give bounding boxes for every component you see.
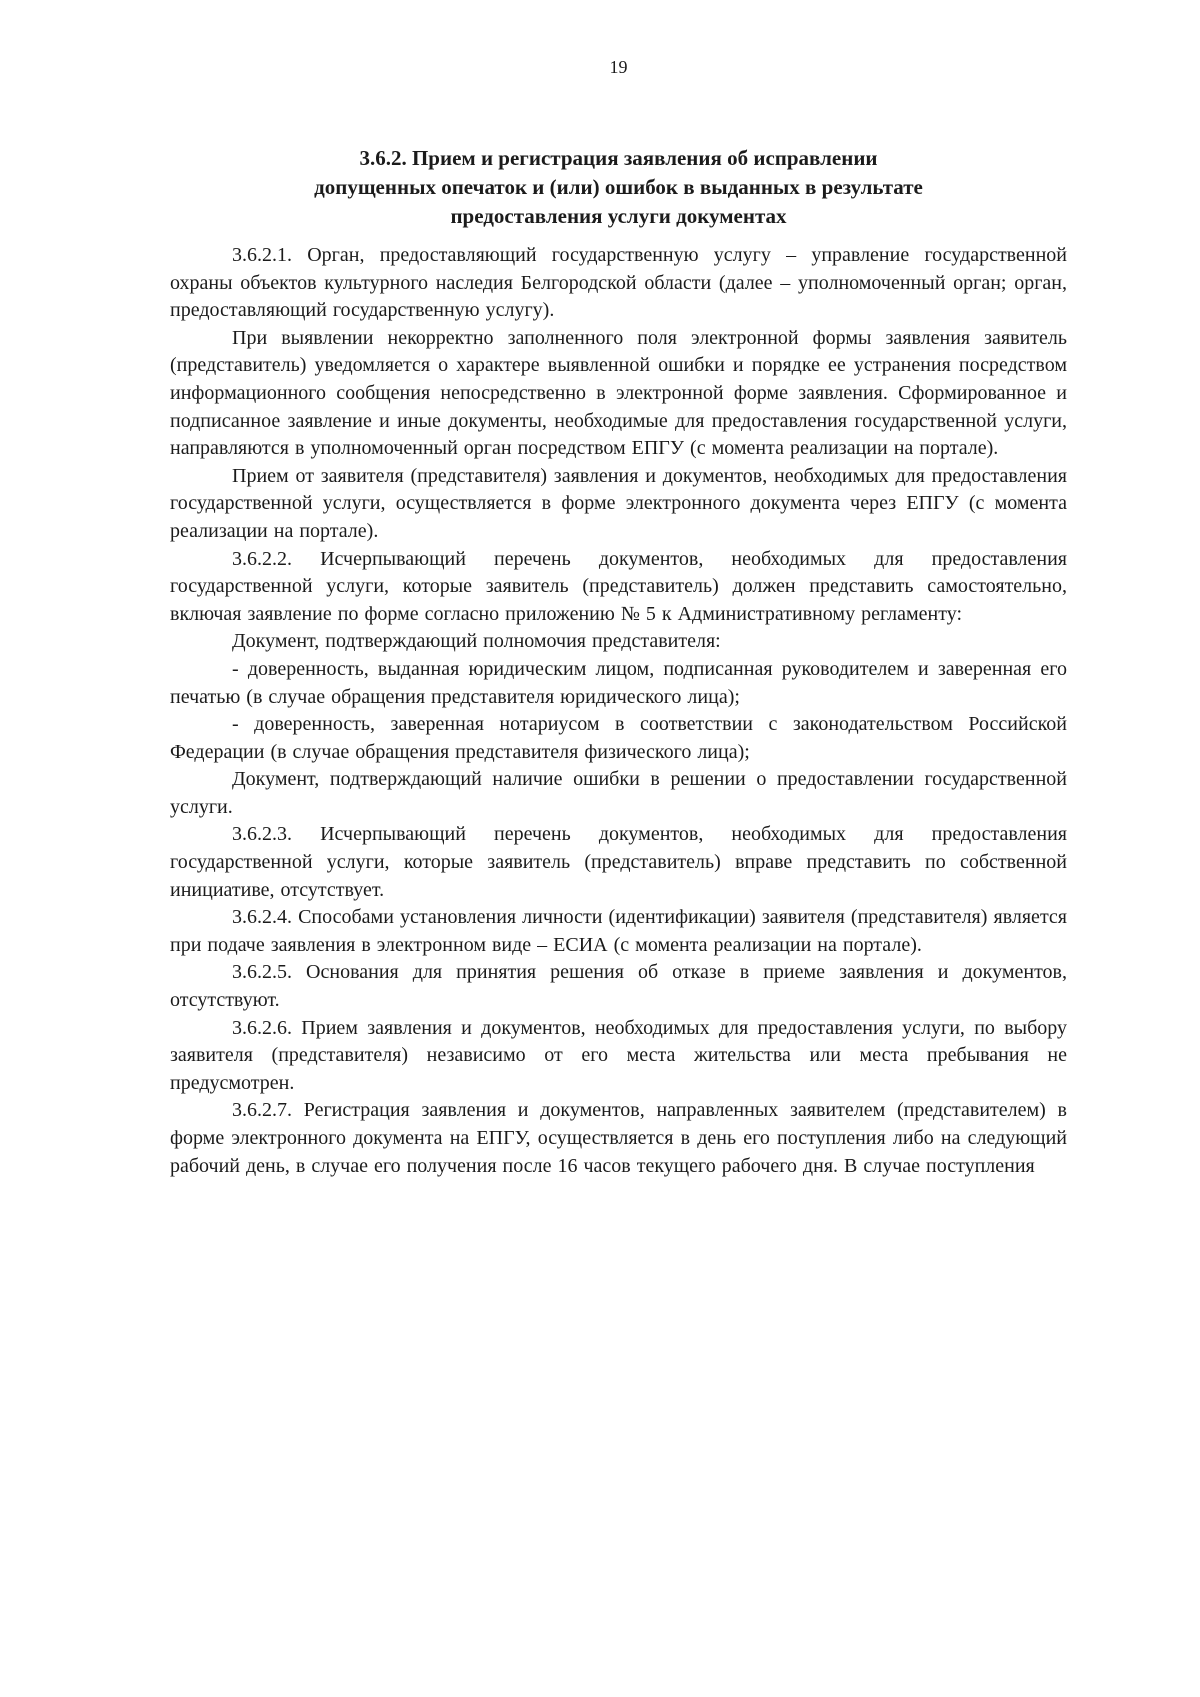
paragraph: 3.6.2.4. Способами установления личности (идентификации) заявителя (представителя) является при подаче заявления в электронном виде – ЕСИА (с момента реализации на портале). xyxy=(170,906,1067,956)
section-heading-line-1: 3.6.2. Прием и регистрация заявления об исправлении xyxy=(359,146,878,170)
paragraph: - доверенность, выданная юридическим лицом, подписанная руководителем и заверенная его печатью (в случае обращения представителя юридического лица); xyxy=(170,657,1067,708)
section-heading-line-3: предоставления услуги документах xyxy=(450,204,787,228)
paragraph: 3.6.2.6. Прием заявления и документов, необходимых для предоставления услуги, по выбору заявителя (представителя) независимо от его места жительства или места пребывания не предусмотрен. xyxy=(170,1016,1067,1094)
paragraph: 3.6.2.3. Исчерпывающий перечень документов, необходимых для предоставления государственной услуги, которые заявитель (представитель) вправе представить по собственной инициативе, отсутствует. xyxy=(170,823,1067,901)
paragraph: 3.6.2.1. Орган, предоставляющий государственную услугу – управление государственной охраны объектов культурного наследия Белгородской области (далее – уполномоченный орган; орган, предоставляющий государственную услугу). xyxy=(170,244,1067,322)
paragraph: 3.6.2.5. Основания для принятия решения об отказе в приеме заявления и документов, отсутствуют. xyxy=(170,961,1067,1012)
section-heading-line-2: допущенных опечаток и (или) ошибок в выданных в результате xyxy=(314,175,923,199)
paragraph: Документ, подтверждающий полномочия представителя: xyxy=(232,630,721,653)
page-number: 19 xyxy=(609,57,628,77)
section-heading xyxy=(170,144,1067,231)
paragraph: Прием от заявителя (представителя) заявления и документов, необходимых для предоставления государственной услуги, осуществляется в форме электронного документа через ЕПГУ (с момента реализации на портале). xyxy=(170,464,1067,542)
paragraph: При выявлении некорректно заполненного поля электронной формы заявления заявитель (представитель) уведомляется о характере выявленной ошибки и порядке ее устранения посредством информационного сообщения непосредственно в электронной форме заявления. Сформированное и подписанное заявление и иные документы, необходимые для предоставления государственной услуги, направляются в уполномоченный орган посредством ЕПГУ (с момента реализации на портале). xyxy=(170,326,1067,460)
paragraph: Документ, подтверждающий наличие ошибки в решении о предоставлении государственной услуги. xyxy=(170,768,1067,818)
paragraph: 3.6.2.2. Исчерпывающий перечень документов, необходимых для предоставления государственной услуги, которые заявитель (представитель) должен представить самостоятельно, включая заявление по форме согласно приложению № 5 к Административному регламенту: xyxy=(170,547,1067,625)
paragraph: 3.6.2.7. Регистрация заявления и документов, направленных заявителем (представителем) в форме электронного документа на ЕПГУ, осуществляется в день его поступления либо на следующий рабочий день, в случае его получения после 16 часов текущего рабочего дня. В случае поступления xyxy=(170,1099,1067,1177)
paragraph: - доверенность, заверенная нотариусом в соответствии с законодательством Российской Федерации (в случае обращения представителя физического лица); xyxy=(170,713,1067,763)
document-body xyxy=(170,242,1067,1180)
